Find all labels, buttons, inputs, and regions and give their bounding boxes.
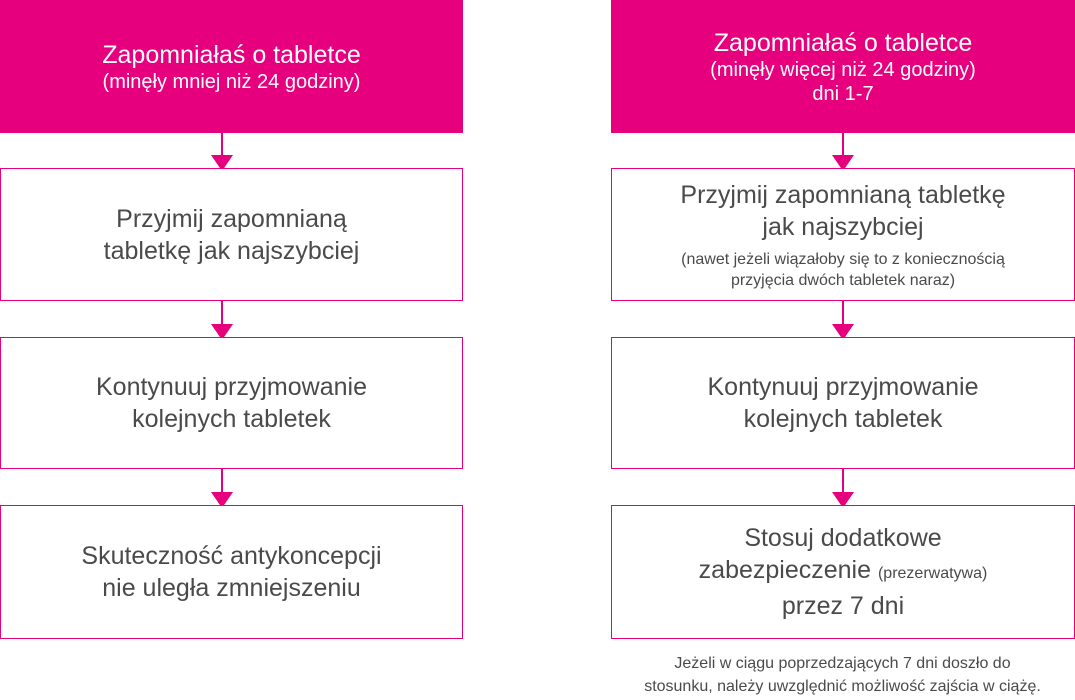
left-step-2-box	[0, 337, 463, 469]
right-step-1-line-2: jak najszybciej	[762, 212, 924, 241]
right-arrow-1	[842, 133, 844, 169]
left-step-3-line-1: Skuteczność antykoncepcji	[81, 542, 382, 570]
right-step-2-line-2: kolejnych tabletek	[743, 405, 943, 433]
left-step-1-line-1: Przyjmij zapomnianą	[116, 204, 347, 233]
right-arrow-3	[842, 469, 844, 506]
left-arrow-2	[221, 301, 223, 338]
right-step-1-note-1: (nawet jeżeli wiązałoby się to z koniecznością	[681, 250, 1005, 268]
left-header-title: Zapomniałaś o tabletce	[102, 40, 361, 69]
right-header-title: Zapomniałaś o tabletce	[713, 28, 973, 57]
right-step-3-box	[611, 505, 1075, 639]
left-step-1-line-2: tabletkę jak najszybciej	[103, 236, 360, 265]
left-step-3-box	[0, 505, 463, 639]
left-step-2-line-1: Kontynuuj przyjmowanie	[96, 373, 367, 401]
right-step-1-line-1: Przyjmij zapomnianą tabletkę	[680, 180, 1006, 209]
right-step-3-line-2-small: (prezerwatywa)	[877, 565, 988, 582]
right-step-3-line-2: zabezpieczenie	[698, 556, 872, 584]
right-step-2-line-1: Kontynuuj przyjmowanie	[707, 373, 979, 401]
left-arrow-1	[221, 133, 223, 169]
right-step-1-note-2: przyjęcia dwóch tabletek naraz)	[730, 271, 956, 289]
right-footnote-line-1: Jeżeli w ciągu poprzedzających 7 dni doszło do	[674, 655, 1011, 672]
left-step-3-line-2: nie uległa zmniejszeniu	[102, 574, 361, 602]
left-step-2-line-2: kolejnych tabletek	[132, 405, 331, 433]
right-header-subtitle: (minęły więcej niż 24 godziny)	[710, 58, 976, 81]
left-arrow-3	[221, 469, 223, 506]
right-header-days: dni 1-7	[812, 82, 874, 105]
right-step-3-line-2-wrap	[699, 554, 988, 590]
right-step-3-line-3: przez 7 dni	[781, 592, 905, 620]
right-arrow-2	[842, 301, 844, 338]
right-step-2-box	[611, 337, 1075, 469]
right-step-1-box	[611, 168, 1075, 301]
right-footnote-line-2: stosunku, należy uwzględnić możliwość zajścia w ciążę.	[644, 678, 1041, 695]
left-header-subtitle: (minęły mniej niż 24 godziny)	[102, 70, 361, 93]
right-footnote	[610, 652, 1075, 698]
right-header-box	[611, 0, 1075, 133]
right-step-3-line-1: Stosuj dodatkowe	[744, 524, 942, 552]
left-step-1-box	[0, 168, 463, 301]
left-header-box	[0, 0, 463, 133]
